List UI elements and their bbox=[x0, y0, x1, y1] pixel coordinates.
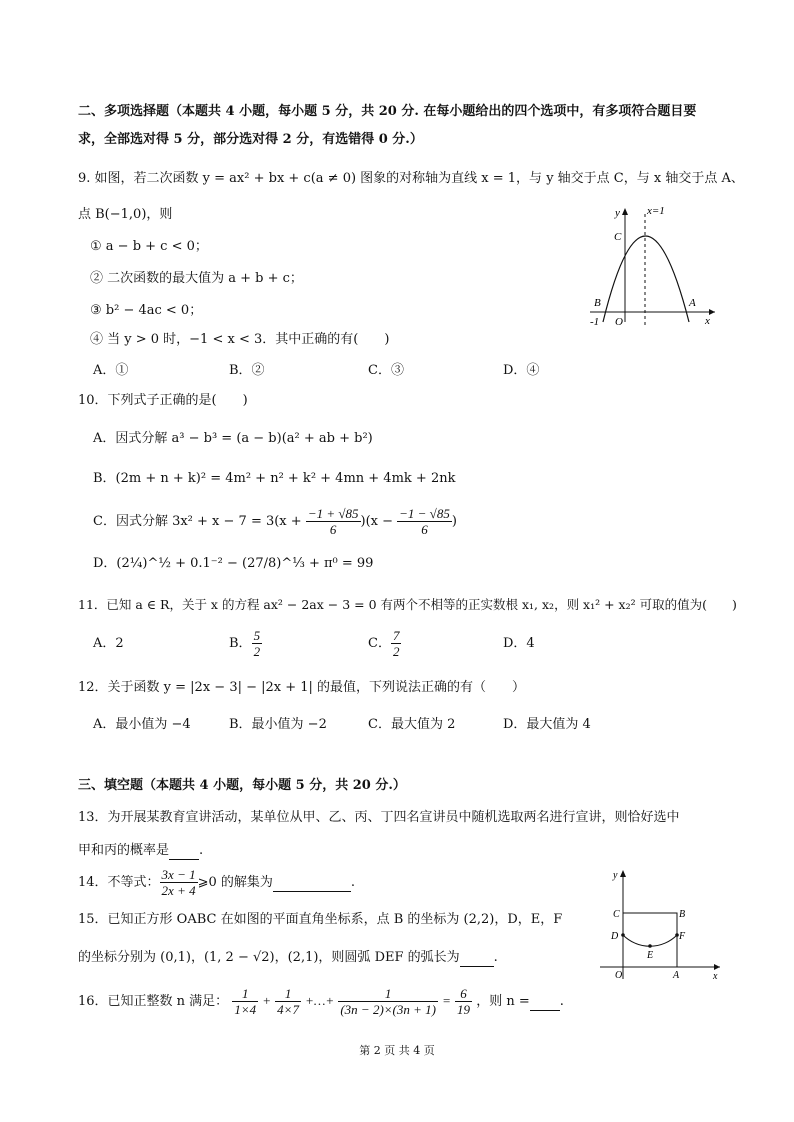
point-a-label: A bbox=[689, 297, 696, 309]
q16-f3-num: 1 bbox=[338, 986, 438, 1002]
q16-f1-den: 1×4 bbox=[234, 1002, 257, 1017]
q11-option-b-label: B． bbox=[229, 636, 252, 651]
q15-line1: 15．已知正方形 OABC 在如图的平面直角坐标系，点 B 的坐标为 (2,2)，D，E，F bbox=[78, 912, 563, 927]
q14-prefix: 14．不等式： bbox=[78, 875, 160, 890]
point-e bbox=[648, 944, 652, 948]
x-axis-arrow bbox=[714, 964, 720, 970]
q9-statement-3: ③ b² − 4ac < 0； bbox=[90, 303, 203, 318]
q10-c-num1: −1 + √85 bbox=[307, 506, 359, 521]
q13-line2 bbox=[78, 842, 203, 860]
x-axis-label: x bbox=[713, 971, 718, 982]
q10-option-a: A．因式分解 a³ − b³ = (a − b)(a² + ab + b²) bbox=[93, 431, 373, 446]
y-axis-label: y bbox=[615, 207, 620, 219]
section2-heading-line1: 二、多项选择题（本题共 4 小题，每小题 5 分，共 20 分. 在每小题给出的四个选项中，有多项符合题目要 bbox=[78, 104, 697, 119]
q16-fraction-1 bbox=[232, 986, 258, 1017]
q11-option-d: D．4 bbox=[503, 636, 535, 651]
q10-c-fraction-2 bbox=[397, 506, 452, 537]
section3-heading: 三、填空题（本题共 4 小题，每小题 5 分，共 20 分.） bbox=[78, 778, 406, 793]
point-e-label: E bbox=[647, 950, 654, 961]
q13-line1: 13．为开展某教育宣讲活动，某单位从甲、乙、丙、丁四名宣讲员中随机选取两名进行宣讲，则恰好选中 bbox=[78, 810, 680, 825]
q16-f2-den: 4×7 bbox=[277, 1002, 299, 1017]
q15-answer-blank[interactable] bbox=[460, 966, 494, 967]
origin-label: O bbox=[615, 970, 623, 981]
q13-line2-end: . bbox=[199, 843, 204, 858]
q11-option-c-fraction bbox=[391, 628, 402, 659]
point-d bbox=[621, 933, 625, 937]
y-axis-arrow bbox=[622, 208, 628, 215]
q10-option-d: D．(2¼)^½ + 0.1⁻² − (27/8)^⅓ + π⁰ = 99 bbox=[93, 556, 374, 571]
q11-b-den: 2 bbox=[253, 644, 261, 659]
point-c-label: C bbox=[614, 231, 622, 243]
q16-f2-num: 1 bbox=[275, 986, 301, 1002]
q9-statement-4: ④ 当 y > 0 时，−1 < x < 3．其中正确的有( ) bbox=[90, 332, 390, 347]
q14-line bbox=[78, 866, 355, 900]
q16-suffix: ，则 n = bbox=[476, 994, 530, 1009]
parabola-curve bbox=[603, 236, 689, 322]
q9-option-b: B．② bbox=[229, 363, 265, 378]
q15-line2-end: . bbox=[493, 950, 498, 965]
q15-square-figure bbox=[595, 867, 725, 982]
q16-answer-blank[interactable] bbox=[530, 1010, 560, 1011]
section2-heading-line2: 求，全部选对得 5 分，部分选对得 2 分，有选错得 0 分.） bbox=[78, 132, 423, 147]
point-f-label: F bbox=[679, 931, 686, 942]
q14-num: 3x − 1 bbox=[161, 867, 196, 882]
q16-middle: +…+ bbox=[305, 993, 335, 1008]
q14-end: . bbox=[350, 875, 356, 890]
q10-c-fraction-1 bbox=[306, 506, 361, 537]
q12-option-c: C．最大值为 2 bbox=[368, 717, 456, 732]
q10-stem: 10．下列式子正确的是( ) bbox=[78, 393, 248, 408]
point-b-label: B bbox=[679, 909, 686, 920]
q13-answer-blank[interactable] bbox=[169, 859, 199, 860]
q16-fraction-3 bbox=[338, 986, 438, 1017]
q11-option-c bbox=[368, 627, 401, 661]
q9-statement-2: ② 二次函数的最大值为 a + b + c； bbox=[90, 271, 303, 286]
q10-c-den2: 6 bbox=[421, 522, 428, 537]
q16-fraction-result bbox=[455, 986, 472, 1017]
q9-option-d: D．④ bbox=[503, 363, 540, 378]
q14-answer-blank[interactable] bbox=[273, 891, 351, 892]
q15-line2-text: 的坐标分别为 (0,1)，(1, 2 − √2)，(2,1)，则圆弧 DEF 的弧长为 bbox=[78, 950, 460, 965]
q10-option-c bbox=[93, 505, 457, 539]
point-d-label: D bbox=[611, 931, 619, 942]
q16-prefix: 16．已知正整数 n 满足： bbox=[78, 994, 229, 1009]
q12-stem: 12．关于函数 y = |2x − 3| − |2x + 1| 的最值，下列说法正确的有（ ） bbox=[78, 680, 526, 695]
q10-c-middle: )(x − bbox=[360, 514, 398, 529]
q12-option-b: B．最小值为 −2 bbox=[229, 717, 327, 732]
q16-eq-num: 6 bbox=[455, 986, 472, 1002]
q11-c-den: 2 bbox=[392, 644, 400, 659]
neg-one-label: -1 bbox=[590, 316, 600, 328]
y-axis-label: y bbox=[613, 870, 618, 881]
q9-option-a: A．① bbox=[93, 363, 129, 378]
x-axis-label: x bbox=[705, 315, 710, 327]
point-a-label: A bbox=[673, 970, 680, 981]
q11-option-c-label: C． bbox=[368, 636, 391, 651]
q10-c-prefix: C．因式分解 3x² + x − 7 = 3(x + bbox=[93, 514, 306, 529]
q16-line: 16．已知正整数 n 满足： $\frac{1}{1\times 4}$ + $\frac{1}{4\times 7}$ +…+ $\frac{1}{(3n - 2)\times(3n + 1)}$ = $\frac{6}{19}$ ，则 n = . bbox=[78, 986, 564, 1017]
q11-b-num: 5 bbox=[253, 628, 261, 643]
q9-statement-1: ① a − b + c < 0； bbox=[90, 239, 208, 254]
q9-stem-line2: 点 B(−1,0)，则 bbox=[78, 207, 173, 222]
q12-option-a: A．最小值为 −4 bbox=[93, 717, 191, 732]
q10-option-b: B．(2m + n + k)² = 4m² + n² + k² + 4mn + 4mk + 2nk bbox=[93, 471, 456, 486]
q11-option-a: A．2 bbox=[93, 636, 124, 651]
q11-stem: 11．已知 a ∈ R，关于 x 的方程 ax² − 2ax − 3 = 0 有两个不相等的正实数根 x₁, x₂，则 x₁² + x₂² 可取的值为( ) bbox=[78, 597, 737, 612]
q14-den: 2x + 4 bbox=[161, 883, 196, 898]
symmetry-axis-label: x=1 bbox=[647, 205, 665, 217]
q11-c-num: 7 bbox=[392, 628, 400, 643]
q10-c-den1: 6 bbox=[329, 522, 337, 537]
q14-fraction bbox=[160, 867, 198, 898]
q16-f3-den: (3n − 2)×(3n + 1) bbox=[340, 1002, 436, 1017]
q9-stem-line1: 9. 如图，若二次函数 y = ax² + bx + c(a ≠ 0) 图象的对称轴为直线 x = 1，与 y 轴交于点 C，与 x 轴交于点 A、 bbox=[78, 171, 744, 186]
q11-option-b-fraction bbox=[252, 628, 263, 659]
q16-eq-den: 19 bbox=[457, 1002, 471, 1017]
point-c-label: C bbox=[613, 909, 620, 920]
q16-fraction-2 bbox=[275, 986, 301, 1017]
origin-label: O bbox=[615, 316, 623, 328]
q15-line2 bbox=[78, 949, 498, 967]
point-b-label: B bbox=[594, 297, 601, 309]
q13-line2-text: 甲和丙的概率是 bbox=[78, 843, 170, 858]
q14-suffix: ⩾0 的解集为 bbox=[197, 875, 273, 890]
q9-option-c: C．③ bbox=[368, 363, 404, 378]
q11-option-b bbox=[229, 627, 262, 661]
y-axis-arrow bbox=[620, 870, 626, 877]
q16-f1-num: 1 bbox=[232, 986, 258, 1002]
q12-option-d: D．最大值为 4 bbox=[503, 717, 591, 732]
q10-c-suffix: ) bbox=[451, 514, 457, 529]
page-footer: 第 2 页 共 4 页 bbox=[359, 1044, 435, 1057]
q9-parabola-figure bbox=[585, 200, 725, 330]
q16-end: . bbox=[559, 994, 564, 1009]
x-axis-arrow bbox=[709, 309, 715, 315]
q10-c-num2: −1 − √85 bbox=[399, 506, 450, 521]
